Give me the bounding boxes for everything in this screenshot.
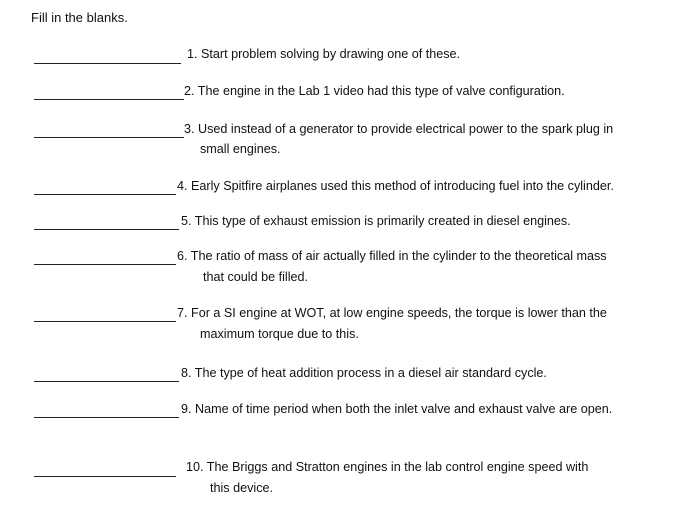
question-6-continuation: that could be filled.	[203, 270, 309, 284]
question-3-text	[184, 119, 613, 139]
question-7-text	[177, 303, 607, 323]
question-10-text	[186, 457, 588, 477]
answer-blank-7[interactable]	[34, 321, 176, 322]
question-line: The ratio of mass of air actually filled in the cylinder to the theoretical mass	[190, 249, 607, 263]
answer-blank-10[interactable]	[34, 476, 176, 477]
question-9-text	[181, 399, 612, 419]
question-3-continuation: small engines.	[200, 142, 281, 156]
question-number: 2.	[184, 84, 195, 98]
answer-blank-3[interactable]	[34, 137, 184, 138]
answer-blank-8[interactable]	[34, 381, 179, 382]
question-number: 6.	[177, 249, 188, 263]
question-line: Name of time period when both the inlet valve and exhaust valve are open.	[195, 402, 613, 416]
question-number: 5.	[181, 214, 192, 228]
question-line: The Briggs and Stratton engines in the lab control engine speed with	[206, 460, 589, 474]
question-number: 10.	[186, 460, 204, 474]
answer-blank-5[interactable]	[34, 229, 179, 230]
question-7-continuation: maximum torque due to this.	[200, 327, 359, 341]
question-5-text	[181, 211, 571, 231]
question-number: 1.	[187, 47, 198, 61]
answer-blank-4[interactable]	[34, 194, 176, 195]
question-line: Early Spitfire airplanes used this method of introducing fuel into the cylinder.	[191, 179, 614, 193]
answer-blank-2[interactable]	[34, 99, 184, 100]
answer-blank-1[interactable]	[34, 63, 181, 64]
question-line: The engine in the Lab 1 video had this type of valve configuration.	[197, 84, 565, 98]
question-line: For a SI engine at WOT, at low engine speeds, the torque is lower than the	[191, 306, 607, 320]
question-line: Used instead of a generator to provide electrical power to the spark plug in	[198, 122, 614, 136]
question-line: The type of heat addition process in a diesel air standard cycle.	[194, 366, 547, 380]
question-number: 4.	[177, 179, 188, 193]
question-8-text	[181, 363, 547, 383]
question-number: 8.	[181, 366, 192, 380]
answer-blank-9[interactable]	[34, 417, 179, 418]
question-2-text	[184, 81, 565, 101]
answer-blank-6[interactable]	[34, 264, 176, 265]
question-1-text	[187, 44, 460, 64]
question-number: 3.	[184, 122, 195, 136]
question-number: 9.	[181, 402, 192, 416]
question-number: 7.	[177, 306, 188, 320]
question-10-continuation: this device.	[210, 481, 273, 495]
question-4-text	[177, 176, 614, 196]
instructions-heading: Fill in the blanks.	[31, 10, 128, 25]
question-line: Start problem solving by drawing one of these.	[201, 47, 461, 61]
question-6-text	[177, 246, 607, 266]
question-line: This type of exhaust emission is primarily created in diesel engines.	[194, 214, 571, 228]
